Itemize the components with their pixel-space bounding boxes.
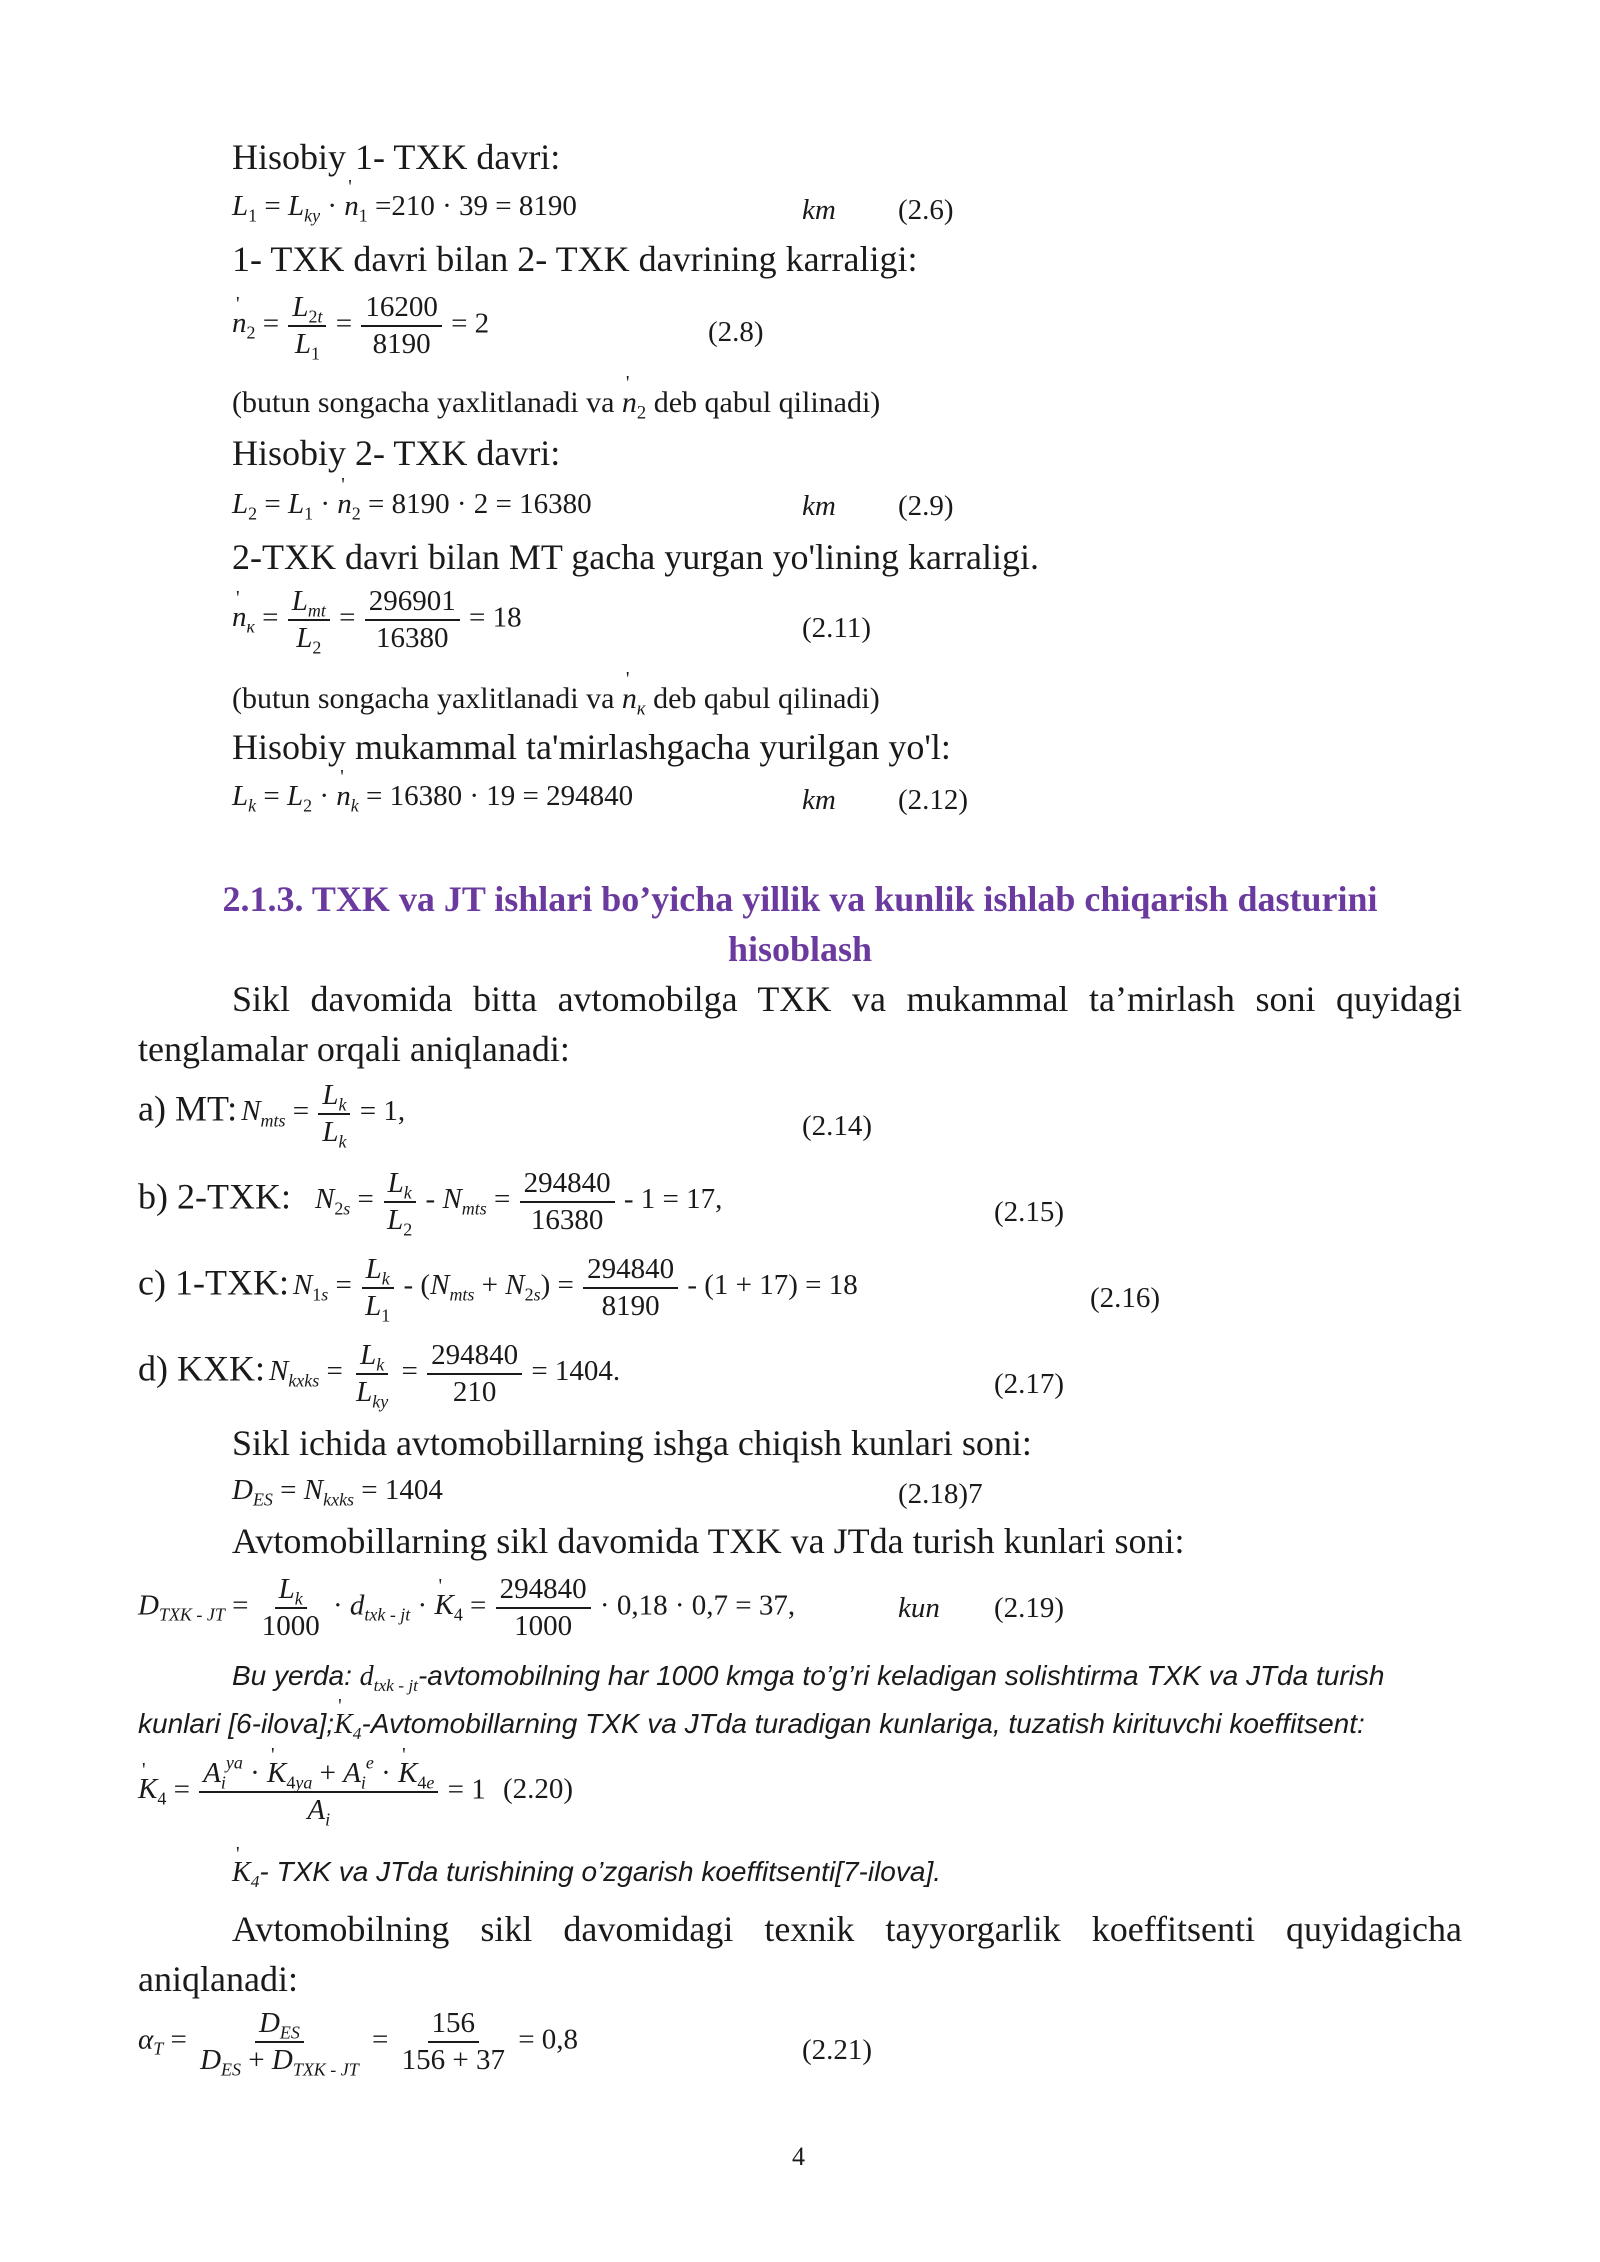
equation-rhs: = 1, xyxy=(359,1095,406,1128)
equation-number: (2.12) xyxy=(898,784,969,816)
equation-2-12: $L_k = L_2 \cdot n$ '$_k = 16380 \cdot 19 = 294840$ xyxy=(232,780,633,813)
unit-km: km xyxy=(802,490,836,522)
equation-number: (2.21) xyxy=(802,2034,873,2066)
denominator: 16380 xyxy=(375,621,449,654)
item-label: a) MT: xyxy=(138,1088,238,1129)
equation-number: (2.8) xyxy=(708,316,764,348)
equation-2-18: $D_{ES} = N_{kxks} = 1404$ xyxy=(232,1474,443,1510)
note-text-a: Bu yerda: xyxy=(232,1660,352,1691)
note-text: - TXK va JTda turishining o’zgarish koeffitsenti[7-ilova]. xyxy=(259,1856,941,1887)
paragraph-text: 1- TXK davri bilan 2- TXK davrining karraligi: xyxy=(232,239,918,279)
equation-number: (2.17) xyxy=(994,1368,1065,1400)
equation-2-14: a) MT: $N_{mts}$ = $\frac{L_k}{L_k}$ = 1, xyxy=(138,1079,406,1152)
equation-number: (2.14) xyxy=(802,1110,873,1142)
note-line: kunlari [6-ilova];K '$_4$-Avtomobillarning TXK va JTda turadigan kunlariga, tuzatish kirituvchi koeffitsent: xyxy=(138,1708,1365,1741)
equation-2-9: $L_2 = L_1 \cdot n$ '$_2 = 8190 \cdot 2 = 16380$ xyxy=(232,488,592,521)
equation-2-19: $D_{TXK - JT}$ = $\frac{L_k}{1000}$ · $d_{txk - jt} \cdot K$ '$_4$ = $\frac{294840}{1000}$ · 0,18 · 0,7 = 37, xyxy=(138,1572,795,1644)
equation-number: (2.16) xyxy=(1090,1282,1161,1314)
item-label: b) 2-TXK: xyxy=(138,1176,291,1217)
numerator: 16200 xyxy=(361,290,442,327)
denominator: 1000 xyxy=(514,1609,573,1642)
equation-rhs: = 1 xyxy=(447,1773,486,1806)
numerator: 294840 xyxy=(496,1572,591,1609)
equation-rhs: · 0,18 · 0,7 = 37, xyxy=(599,1589,796,1622)
equation-number: (2.9) xyxy=(898,490,954,522)
numerator: 296901 xyxy=(365,584,460,621)
numerator: 294840 xyxy=(520,1166,615,1203)
equation-rhs: = 8190 · 2 = 16380 xyxy=(368,488,592,520)
section-title-txk1: Hisobiy 1- TXK davri: xyxy=(232,137,561,177)
note-text-b: deb qabul qilinadi) xyxy=(653,386,881,419)
note-text-b: -avtomobilning har 1000 kmga to’g’ri keladigan solishtirma TXK va JTda turish xyxy=(417,1660,1385,1691)
paragraph-text: Sikl davomida bitta avtomobilga TXK va mukammal ta’mirlash soni quyidagi xyxy=(232,979,1462,1019)
numerator: 294840 xyxy=(427,1338,522,1375)
item-label: d) KXK: xyxy=(138,1348,265,1389)
equation-rhs: = 16380 · 19 = 294840 xyxy=(366,780,634,812)
note-line: K '$_4-$ TXK va JTda turishining o’zgarish koeffitsenti[7-ilova]. xyxy=(232,1856,941,1889)
note-text-a: kunlari [6-ilova]; xyxy=(138,1708,335,1739)
equation-2-20: K '$_4$ = $\frac{A_i^{ya} \cdot K '_{4ya} + A_i^e \cdot K '_{4e}}{A_i}$ = 1 (2.20) xyxy=(138,1756,573,1828)
page-number: 4 xyxy=(792,2142,805,2171)
equation-2-8: n '$_2$ = $\frac{L_{2t}}{L_1}$ = $\frac{16200}{8190}$ = 2 xyxy=(232,290,489,362)
numerator: 294840 xyxy=(583,1252,678,1289)
note-text-a: (butun songacha yaxlitlanadi va xyxy=(232,682,615,715)
equation-number: (2.19) xyxy=(994,1592,1065,1624)
equation-2-6-rhs: =210 · 39 = 8190 xyxy=(374,190,577,222)
equation-2-6: $L_1 = L_{ky} \cdot n$ '$_1 =210 \cdot 39 = 8190$ xyxy=(232,190,577,223)
note-text-b: deb qabul qilinadi) xyxy=(653,682,880,715)
section-heading: 2.1.3. TXK va JT ishlari bo’yicha yillik va kunlik ishlab chiqarish dasturini xyxy=(222,879,1378,919)
equation-number: (2.11) xyxy=(802,612,871,644)
note-line: Bu yerda: $d_{txk - jt}$-avtomobilning har 1000 kmga to’g’ri keladigan solishtirma TXK va JTda turish xyxy=(232,1660,1385,1696)
note-text-b: -Avtomobillarning TXK va JTda turadigan kunlariga, tuzatish kirituvchi koeffitsent: xyxy=(361,1708,1365,1739)
note-text: (butun songacha yaxlitlanadi va n '$_2$ deb qabul qilinadi) xyxy=(232,386,880,420)
denominator: 8190 xyxy=(372,327,431,360)
denominator: 8190 xyxy=(601,1289,660,1322)
equation-rhs: = 1404. xyxy=(531,1355,621,1388)
equation-rhs: = 2 xyxy=(451,307,490,340)
unit-kun: kun xyxy=(898,1592,940,1624)
note-text: (butun songacha yaxlitlanadi va n '$_к$ deb qabul qilinadi) xyxy=(232,682,880,716)
equation-2-16: c) 1-TXK: $N_{1s}$ = $\frac{L_k}{L_1}$ - $(N_{mts} + N_{2s})$ = $\frac{294840}{8190}$ - (1 + 17) = 18 xyxy=(138,1253,858,1326)
equation-rhs: - 1 = 17, xyxy=(623,1183,723,1216)
denominator: 1000 xyxy=(261,1609,320,1642)
equation-rhs: = 18 xyxy=(468,601,522,634)
unit-km: km xyxy=(802,784,836,816)
unit-km: km xyxy=(802,194,836,226)
paragraph-text: aniqlanadi: xyxy=(138,1959,298,1999)
denominator: 16380 xyxy=(530,1203,604,1236)
equation-2-17: d) KXK: $N_{kxks}$ = $\frac{L_k}{L_{ky}}$ = $\frac{294840}{210}$ = 1404. xyxy=(138,1339,621,1412)
equation-rhs: = 1404 xyxy=(361,1474,443,1506)
equation-number: (2.6) xyxy=(898,194,954,226)
denominator: 210 xyxy=(452,1375,497,1408)
note-text-a: (butun songacha yaxlitlanadi va xyxy=(232,386,615,419)
paragraph-text: Sikl ichida avtomobillarning ishga chiqish kunlari soni: xyxy=(232,1423,1032,1463)
paragraph-text: Avtomobilning sikl davomidagi texnik tayyorgarlik koeffitsenti quyidagicha xyxy=(232,1909,1462,1949)
paragraph-text: Avtomobillarning sikl davomida TXK va JTda turish kunlari soni: xyxy=(232,1521,1185,1561)
paragraph-text: tenglamalar orqali aniqlanadi: xyxy=(138,1029,570,1069)
equation-2-21: $\alpha_T$ = $\frac{D_{ES}}{D_{ES} + D_{TXK - JT}}$ = $\frac{156}{156 + 37}$ = 0,8 xyxy=(138,2007,579,2080)
equation-2-15: b) 2-TXK: $N_{2s}$ = $\frac{L_k}{L_2}$ - $N_{mts}$ = $\frac{294840}{16380}$ - 1 = 17, xyxy=(138,1167,723,1240)
equation-number: (2.20) xyxy=(503,1773,574,1806)
equation-rhs: - (1 + 17) = 18 xyxy=(687,1269,858,1302)
section-heading-cont: hisoblash xyxy=(727,929,873,969)
section-title-txk2: Hisobiy 2- TXK davri: xyxy=(232,433,561,473)
denominator: 156 + 37 xyxy=(401,2043,505,2076)
item-label: c) 1-TXK: xyxy=(138,1262,289,1303)
equation-number: (2.18)7 xyxy=(898,1478,983,1510)
section-title-kt: Hisobiy mukammal ta'mirlashgacha yurilgan yo'l: xyxy=(232,727,951,767)
equation-2-11: n '$_к$ = $\frac{L_{mt}}{L_2}$ = $\frac{296901}{16380}$ = 18 xyxy=(232,584,522,656)
equation-number: (2.15) xyxy=(994,1196,1065,1228)
paragraph-text: 2-TXK davri bilan MT gacha yurgan yo'lining karraligi. xyxy=(232,537,1039,577)
numerator: 156 xyxy=(428,2006,480,2043)
equation-rhs: = 0,8 xyxy=(518,2023,579,2056)
